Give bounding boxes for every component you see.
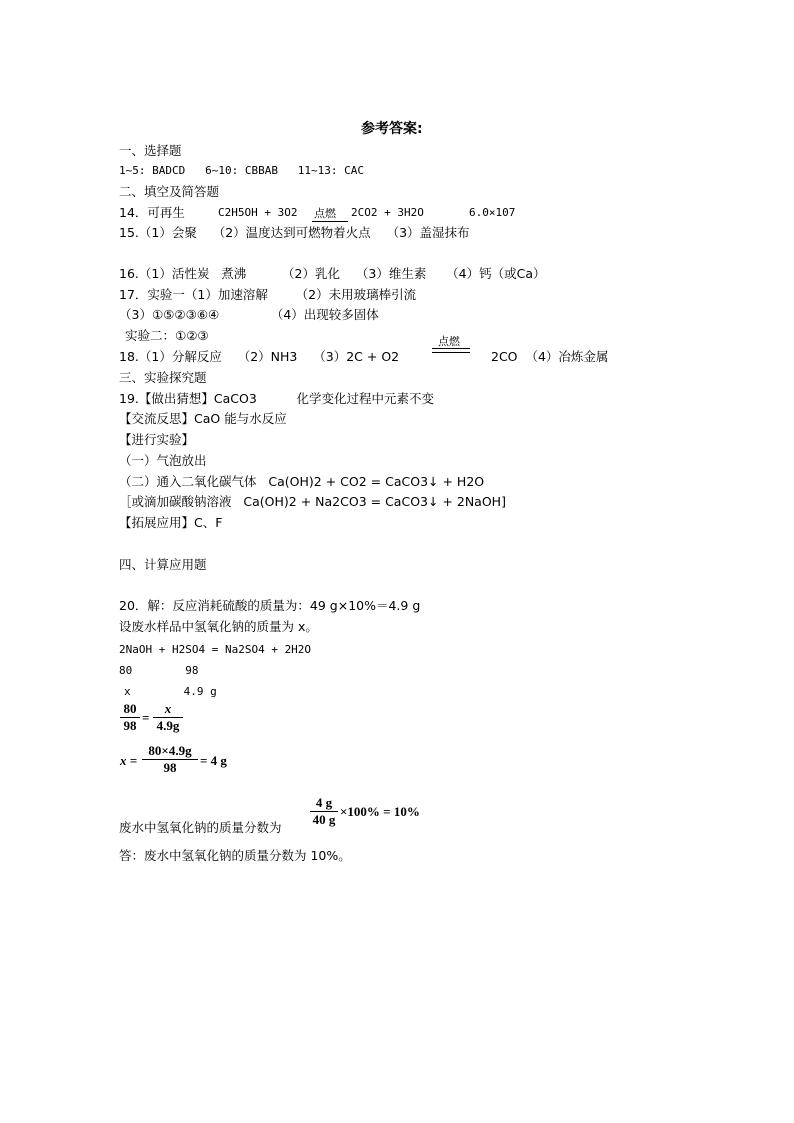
mass-fraction-denominator: 40 g — [312, 812, 336, 827]
solution-numerator: 80×4.9g — [148, 743, 192, 758]
section-heading-fill: 二、填空及简答题 — [119, 184, 220, 199]
q17-line-3: 实验二：①②③ — [125, 328, 209, 343]
q14-condition: 点燃 — [314, 207, 336, 220]
q15-answer: 15.（1）会聚 （2）温度达到可燃物着火点 （3）盖湿抹布 — [119, 225, 470, 240]
q14-reaction-arrow — [312, 221, 348, 222]
q17-line-2: （3）①⑤②③⑥④ （4）出现较多固体 — [119, 307, 379, 322]
multiple-choice-answers: 1~5: BADCD 6~10: CBBAB 11~13: CAC — [119, 164, 365, 177]
q14-equation-left: C2H5OH + 3O2 — [218, 206, 298, 219]
page-title: 参考答案: — [361, 121, 423, 137]
proportion-right-denominator: 4.9g — [156, 718, 180, 733]
q19-line-3: 【进行实验】 — [119, 432, 195, 447]
q19-line-7: 【拓展应用】C、F — [119, 515, 223, 530]
section-heading-experiment: 三、实验探究题 — [119, 370, 207, 385]
section-heading-calculation: 四、计算应用题 — [119, 557, 207, 572]
proportion-left-numerator: 80 — [123, 701, 137, 716]
q14-value: 6.0×107 — [469, 206, 516, 219]
q19-line-6: ［或滴加碳酸钠溶液 Ca(OH)2 + Na2CO3 = CaCO3↓ + 2NaOH] — [119, 494, 506, 509]
solution-result: = 4 g — [200, 753, 227, 768]
q18-reaction-equals — [432, 348, 470, 353]
section-heading-choice: 一、选择题 — [119, 143, 182, 158]
proportion-right-fraction — [153, 701, 183, 734]
q14-equation-right: 2CO2 + 3H2O — [351, 206, 424, 219]
q19-line-4: （一）气泡放出 — [119, 453, 207, 468]
proportion-left-denominator: 98 — [123, 718, 137, 733]
q20-ratio-numbers: 80 98 — [119, 664, 199, 677]
q19-line-2: 【交流反思】CaO 能与水反应 — [119, 411, 287, 426]
mass-fraction-result: ×100% = 10% — [340, 804, 420, 819]
q19-line-5: （二）通入二氧化碳气体 Ca(OH)2 + CO2 = CaCO3↓ + H2O — [119, 474, 485, 489]
q18-part-1: 18.（1）分解反应 （2）NH3 （3）2C + O2 — [119, 349, 400, 364]
q20-mass-fraction-label: 废水中氢氧化钠的质量分数为 — [119, 820, 282, 835]
q14-label: 14．可再生 — [119, 205, 185, 220]
solution-denominator: 98 — [163, 760, 177, 775]
q17-line-1: 17．实验一（1）加速溶解 （2）未用玻璃棒引流 — [119, 287, 417, 302]
proportion-equals: = — [142, 710, 150, 725]
q20-line-2: 设废水样品中氢氧化钠的质量为 x。 — [119, 619, 318, 634]
proportion-right-numerator: x — [164, 701, 172, 716]
q19-line-1: 19.【做出猜想】CaCO3 化学变化过程中元素不变 — [119, 391, 435, 406]
solution-fraction — [142, 743, 198, 776]
q20-answer: 答：废水中氢氧化钠的质量分数为 10%。 — [119, 848, 351, 863]
q20-equation: 2NaOH + H2SO4 = Na2SO4 + 2H2O — [119, 643, 312, 656]
q18-condition: 点燃 — [438, 335, 460, 348]
q20-line-1: 20．解：反应消耗硫酸的质量为：49 g×10%＝4.9 g — [119, 598, 421, 613]
q16-answer: 16.（1）活性炭 煮沸 （2）乳化 （3）维生素 （4）钙（或Ca） — [119, 266, 546, 281]
q20-ratio-unknowns: x 4.9 g — [124, 685, 217, 698]
mass-fraction — [310, 795, 338, 828]
solution-lhs: x = — [120, 753, 138, 768]
q18-part-2: 2CO （4）冶炼金属 — [491, 349, 609, 364]
mass-fraction-numerator: 4 g — [315, 795, 333, 810]
proportion-left-fraction — [120, 701, 140, 734]
